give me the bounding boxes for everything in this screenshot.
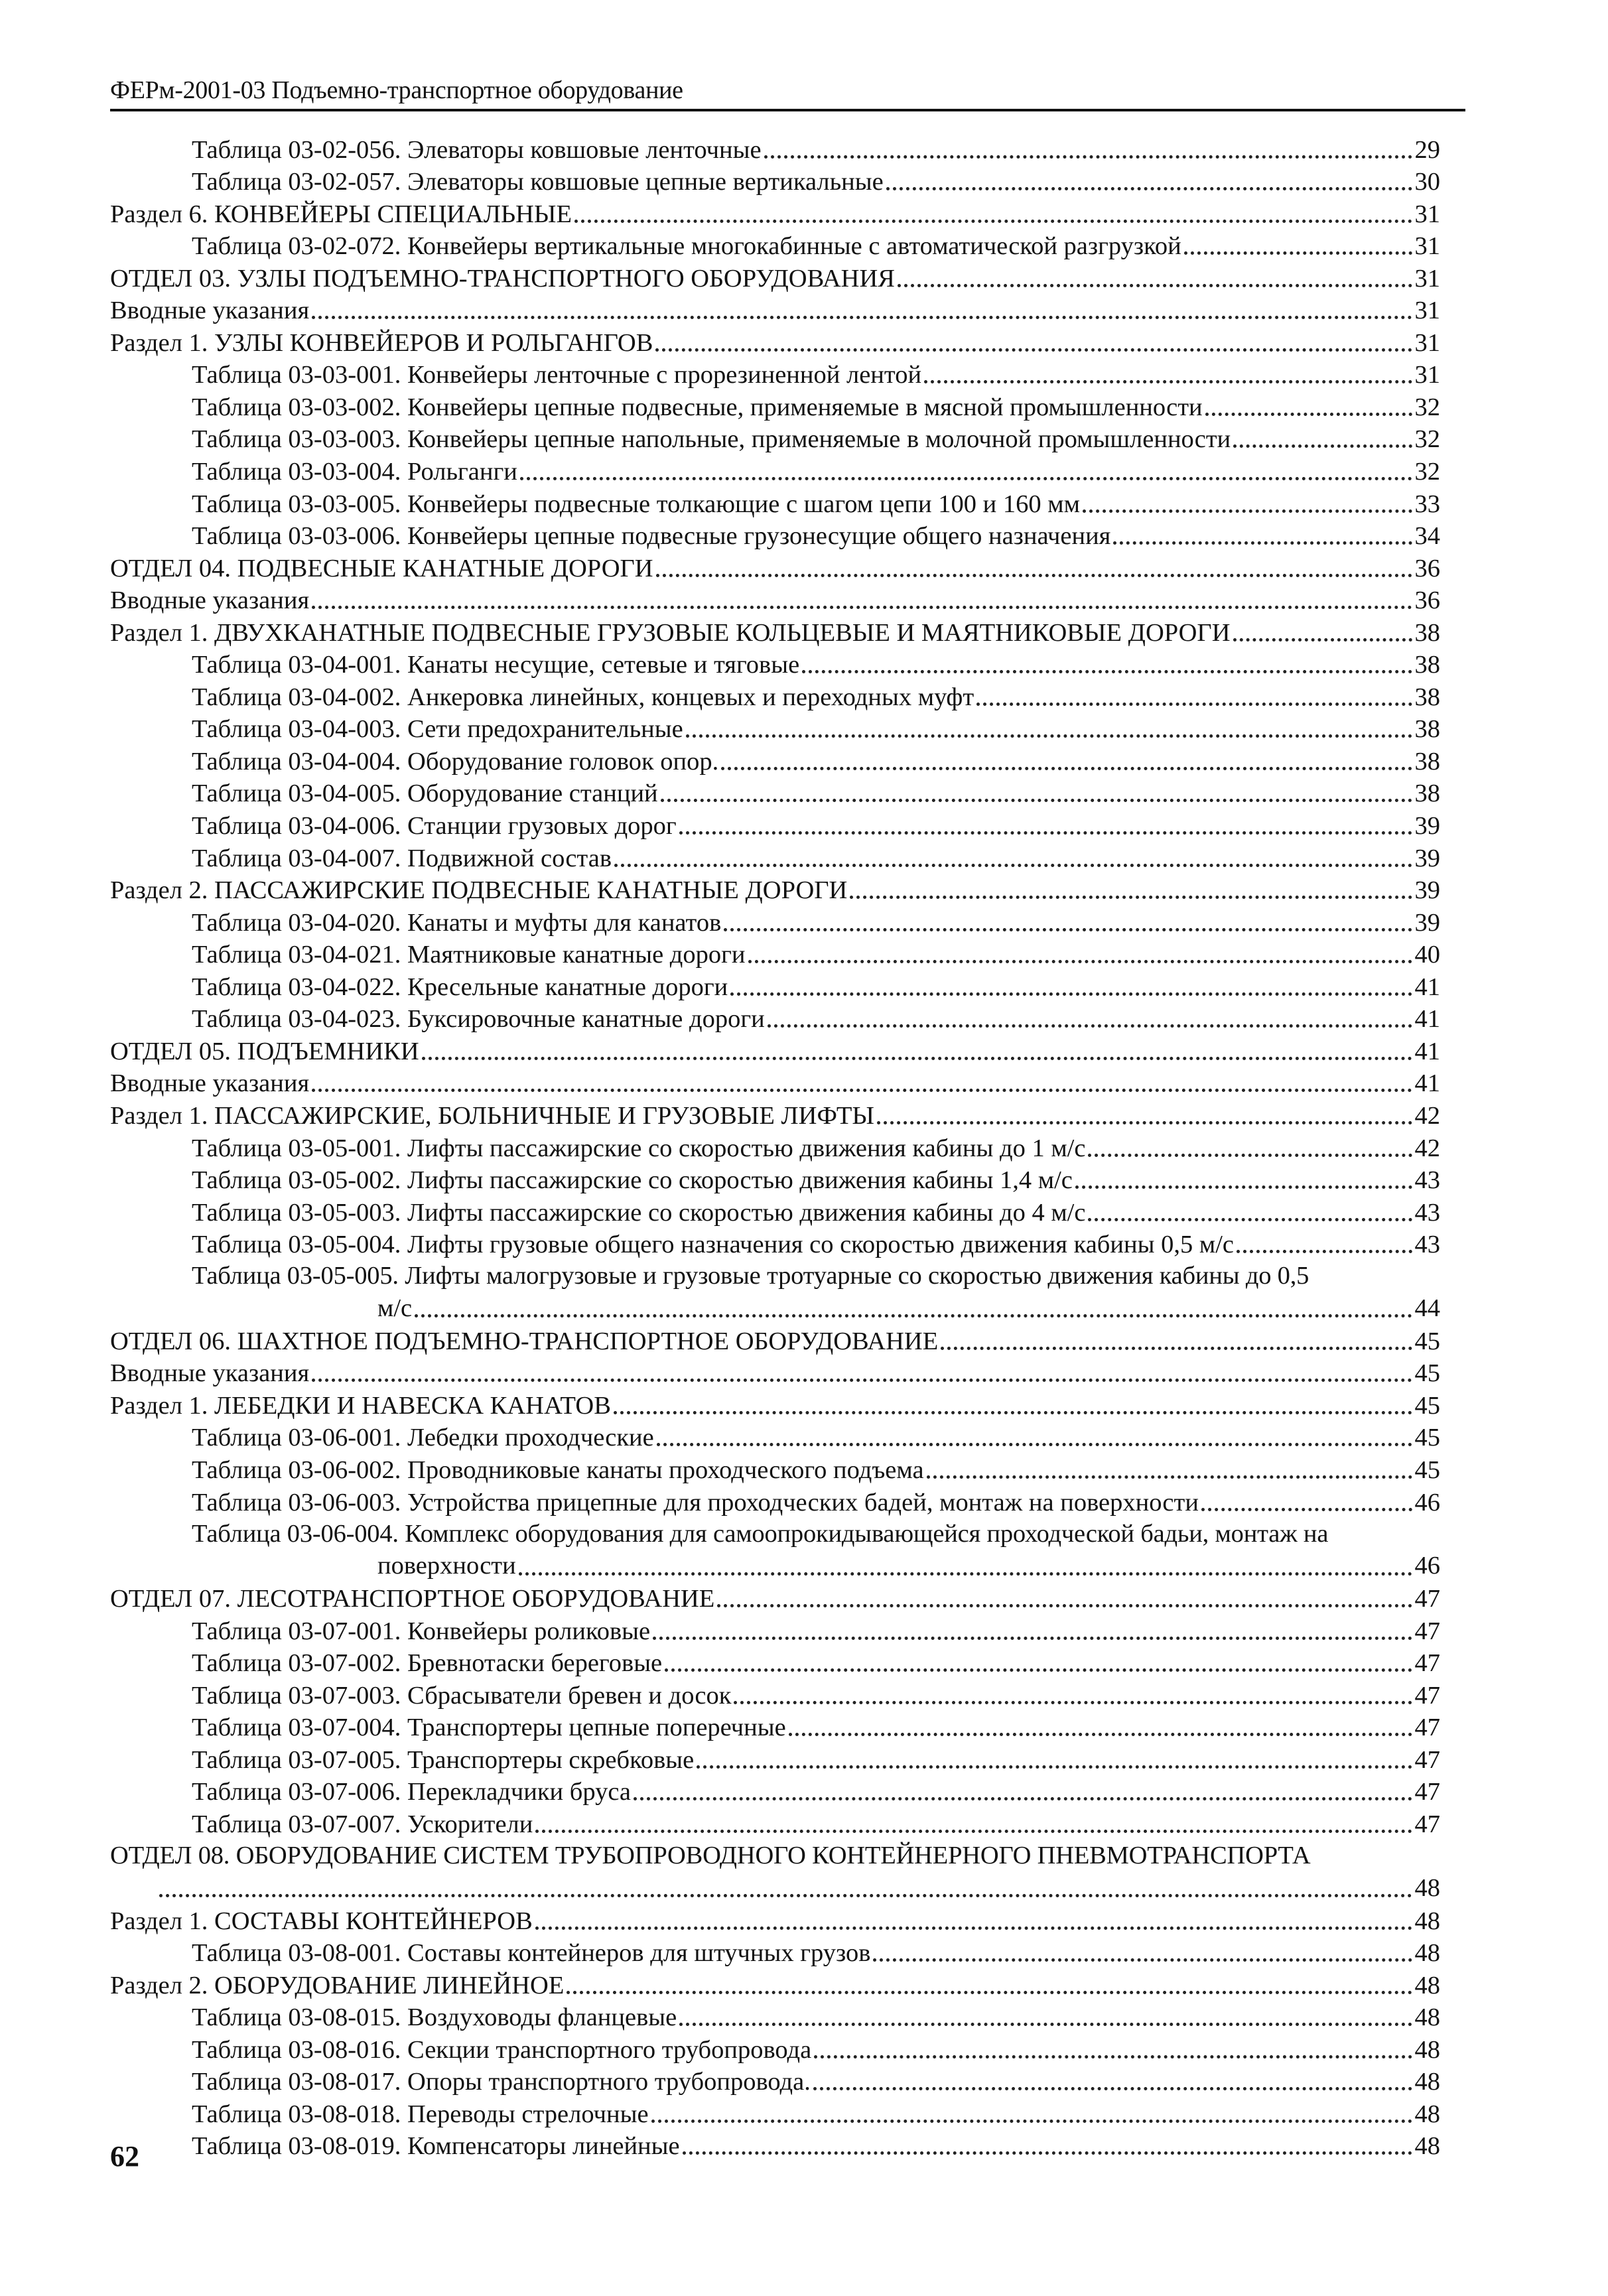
- toc-entry[interactable]: [110, 2033, 1440, 2065]
- toc-entry-page: 31: [1414, 297, 1440, 325]
- toc-entry-title: ОТДЕЛ 06. ШАХТНОЕ ПОДЪЕМНО-ТРАНСПОРТНОЕ ОБОРУДОВАНИЕ: [110, 1327, 939, 1355]
- page-number: 62: [110, 2140, 139, 2173]
- dot-leader: [1083, 502, 1412, 513]
- dot-leader: [312, 1081, 1412, 1092]
- toc-entry-page: 41: [1414, 1005, 1440, 1034]
- toc-entry-page: 39: [1414, 844, 1440, 872]
- toc-entry-page: 40: [1414, 941, 1440, 969]
- toc-entry[interactable]: [110, 1936, 1440, 1969]
- toc-entry[interactable]: [110, 970, 1440, 1002]
- toc-entry-page: 43: [1414, 1166, 1440, 1195]
- toc-entry-page: 31: [1414, 232, 1440, 261]
- toc-entry-title: Таблица 03-07-006. Перекладчики бруса: [192, 1778, 632, 1806]
- running-header: [110, 72, 1465, 111]
- toc-entry-title: Таблица 03-02-056. Элеваторы ковшовые ленточные: [192, 135, 762, 164]
- dot-leader: [535, 1822, 1412, 1833]
- dot-leader: [717, 1596, 1412, 1607]
- toc-entry-title: Таблица 03-06-002. Проводниковые канаты проходческого подъема: [192, 1455, 924, 1484]
- toc-entry-title: Раздел 2. ОБОРУДОВАНИЕ ЛИНЕЙНОЕ: [110, 1971, 565, 1999]
- dot-leader: [924, 372, 1412, 383]
- toc-entry-title: Таблица 03-06-001. Лебедки проходческие: [192, 1424, 654, 1452]
- table-of-contents: [110, 133, 1440, 2161]
- toc-entry-page: 45: [1414, 1391, 1440, 1420]
- toc-entry-title: Таблица 03-04-002. Анкеровка линейных, концевых и переходных муфт: [192, 683, 974, 711]
- toc-entry-page: 41: [1414, 973, 1440, 1001]
- toc-entry-page: 32: [1414, 393, 1440, 421]
- toc-entry-title: Таблица 03-05-001. Лифты пассажирские со скоростью движения кабины до 1 м/с: [192, 1134, 1086, 1162]
- dot-leader: [653, 1629, 1412, 1640]
- toc-entry-title: Таблица 03-04-001. Канаты несущие, сетевые и тяговые: [192, 651, 800, 679]
- toc-entry[interactable]: [110, 616, 1440, 648]
- toc-entry[interactable]: [110, 1647, 1440, 1679]
- dot-leader: [651, 2112, 1412, 2123]
- toc-entry-page: 31: [1414, 361, 1440, 389]
- dot-leader: [312, 308, 1412, 319]
- dot-leader: [768, 1016, 1412, 1028]
- toc-entry-title: Таблица 03-07-002. Бревнотаски береговые: [192, 1649, 663, 1678]
- dot-leader: [941, 1339, 1412, 1350]
- toc-entry-page: 48: [1414, 1939, 1440, 1968]
- dot-leader: [159, 1886, 1412, 1897]
- toc-entry-page: 48: [1414, 2035, 1440, 2064]
- toc-entry-title: Таблица 03-03-005. Конвейеры подвесные толкающие с шагом цепи 100 и 160 мм: [192, 490, 1080, 518]
- toc-entry-page: 46: [1414, 1552, 1440, 1580]
- toc-entry[interactable]: [110, 390, 1440, 423]
- toc-entry-title-continued: поверхности: [377, 1552, 516, 1580]
- toc-entry-title: Таблица 03-07-005. Транспортеры скребковые: [192, 1745, 695, 1774]
- dot-leader: [574, 212, 1412, 223]
- toc-entry[interactable]: [110, 261, 1440, 294]
- dot-leader: [802, 662, 1412, 673]
- dot-leader: [614, 856, 1412, 867]
- dot-leader: [813, 2079, 1412, 2090]
- toc-entry-page: 47: [1414, 1810, 1440, 1838]
- toc-entry-title: Таблица 03-05-005. Лифты малогрузовые и грузовые тротуарные со скоростью движения кабины до 0,5: [192, 1262, 1309, 1290]
- toc-entry-title: Таблица 03-05-002. Лифты пассажирские со скоростью движения кабины 1,4 м/с: [192, 1166, 1073, 1195]
- toc-entry-title: Раздел 1. ПАССАЖИРСКИЕ, БОЛЬНИЧНЫЕ И ГРУЗОВЫЕ ЛИФТЫ: [110, 1101, 875, 1130]
- toc-entry-page: 45: [1414, 1424, 1440, 1452]
- toc-entry-title: Раздел 1. СОСТАВЫ КОНТЕЙНЕРОВ: [110, 1907, 533, 1935]
- toc-entry[interactable]: [110, 1164, 1440, 1196]
- toc-entry-title: Вводные указания: [110, 1069, 310, 1098]
- dot-leader: [1088, 1210, 1412, 1221]
- toc-entry-title: Раздел 2. ПАССАЖИРСКИЕ ПОДВЕСНЫЕ КАНАТНЫЕ ДОРОГИ: [110, 876, 848, 905]
- toc-entry-page: 31: [1414, 200, 1440, 228]
- toc-entry[interactable]: [110, 326, 1440, 358]
- toc-entry-title: Таблица 03-08-018. Переводы стрелочные: [192, 2100, 649, 2128]
- toc-entry-title: Раздел 1. ЛЕБЕДКИ И НАВЕСКА КАНАТОВ: [110, 1391, 611, 1420]
- toc-entry-title: Таблица 03-07-007. Ускорители: [192, 1810, 533, 1838]
- toc-entry-title: Таблица 03-04-023. Буксировочные канатные дороги: [192, 1005, 765, 1034]
- header-title: ФЕРм-2001-03 Подъемно-транспортное оборудование: [110, 76, 683, 104]
- toc-entry-title: Вводные указания: [110, 297, 310, 325]
- dot-leader: [873, 1950, 1412, 1962]
- toc-entry[interactable]: [110, 1195, 1440, 1228]
- toc-entry-page: 47: [1414, 1778, 1440, 1806]
- toc-entry-title: Таблица 03-04-021. Маятниковые канатные дороги: [192, 941, 746, 969]
- dot-leader: [686, 726, 1412, 738]
- toc-entry[interactable]: [110, 1357, 1440, 1389]
- toc-entry-page: 43: [1414, 1198, 1440, 1227]
- toc-entry-page: 32: [1414, 425, 1440, 454]
- dot-leader: [1237, 1242, 1412, 1253]
- toc-entry-title: ОТДЕЛ 03. УЗЛЫ ПОДЪЕМНО-ТРАНСПОРТНОГО ОБОРУДОВАНИЯ: [110, 264, 895, 293]
- toc-entry[interactable]: [110, 1678, 1440, 1711]
- toc-entry-title: Таблица 03-03-001. Конвейеры ленточные с прорезиненной лентой: [192, 361, 922, 389]
- toc-entry-title: Раздел 1. ДВУХКАНАТНЫЕ ПОДВЕСНЫЕ ГРУЗОВЫЕ КОЛЬЦЕВЫЕ И МАЯТНИКОВЫЕ ДОРОГИ: [110, 618, 1231, 647]
- toc-entry[interactable]: [110, 519, 1440, 552]
- toc-entry-title: Таблица 03-05-003. Лифты пассажирские со скоростью движения кабины до 4 м/с: [192, 1198, 1086, 1227]
- toc-entry[interactable]: [110, 906, 1440, 938]
- toc-entry[interactable]: [110, 1131, 1440, 1164]
- dot-leader: [724, 920, 1412, 931]
- toc-entry-title-continued: м/с: [377, 1294, 413, 1322]
- toc-entry[interactable]: [110, 841, 1440, 874]
- toc-entry[interactable]: [110, 1260, 1440, 1324]
- toc-entry[interactable]: [110, 1582, 1440, 1615]
- toc-entry-page: 38: [1414, 618, 1440, 647]
- toc-entry-title: ОТДЕЛ 08. ОБОРУДОВАНИЕ СИСТЕМ ТРУБОПРОВОДНОГО КОНТЕЙНЕРНОГО ПНЕВМОТРАНСПОРТА: [110, 1841, 1311, 1869]
- dot-leader: [697, 1757, 1412, 1769]
- toc-entry-title: Таблица 03-04-003. Сети предохранительные: [192, 715, 683, 744]
- toc-entry-page: 47: [1414, 1585, 1440, 1613]
- toc-entry-page: 38: [1414, 747, 1440, 776]
- toc-entry-page: 31: [1414, 264, 1440, 293]
- toc-entry-page: 39: [1414, 876, 1440, 905]
- toc-entry-title: Раздел 1. УЗЛЫ КОНВЕЙЕРОВ И РОЛЬГАНГОВ: [110, 328, 653, 357]
- toc-entry-page: 41: [1414, 1069, 1440, 1098]
- toc-entry[interactable]: [110, 2097, 1440, 2129]
- toc-entry-title: ОТДЕЛ 04. ПОДВЕСНЫЕ КАНАТНЫЕ ДОРОГИ: [110, 554, 653, 582]
- dot-leader: [877, 1113, 1412, 1124]
- toc-entry[interactable]: [110, 1034, 1440, 1067]
- toc-entry-page: 29: [1414, 135, 1440, 164]
- toc-entry-page: 42: [1414, 1101, 1440, 1130]
- toc-entry-title: Таблица 03-04-020. Канаты и муфты для канатов: [192, 908, 722, 937]
- toc-entry[interactable]: [110, 165, 1440, 198]
- dot-leader: [764, 147, 1412, 159]
- dot-leader: [1233, 437, 1412, 448]
- toc-entry[interactable]: [110, 1775, 1440, 1808]
- dot-leader: [679, 2015, 1412, 2026]
- dot-leader: [721, 759, 1412, 770]
- toc-entry[interactable]: [110, 423, 1440, 455]
- toc-entry-title: Таблица 03-08-019. Компенсаторы линейные: [192, 2132, 680, 2161]
- toc-entry[interactable]: [110, 2065, 1440, 2098]
- dot-leader: [683, 2143, 1412, 2155]
- toc-entry-title: Таблица 03-04-004. Оборудование головок опор.: [192, 747, 719, 776]
- toc-entry-title: Таблица 03-05-004. Лифты грузовые общего назначения со скоростью движения кабины 0,5 м/с: [192, 1231, 1234, 1259]
- dot-leader: [535, 1919, 1412, 1930]
- toc-entry[interactable]: [110, 294, 1440, 326]
- toc-entry-page: 47: [1414, 1745, 1440, 1774]
- dot-leader: [1233, 630, 1412, 642]
- toc-entry-page: 47: [1414, 1681, 1440, 1710]
- toc-entry-page: 38: [1414, 651, 1440, 679]
- toc-entry[interactable]: [110, 938, 1440, 971]
- dot-leader: [734, 1693, 1412, 1704]
- toc-entry[interactable]: [110, 1324, 1440, 1357]
- toc-entry[interactable]: [110, 744, 1440, 777]
- toc-entry-title: Таблица 03-04-022. Кресельные канатные дороги: [192, 973, 728, 1001]
- dot-leader: [657, 1435, 1412, 1446]
- toc-entry-title: Таблица 03-03-003. Конвейеры цепные напольные, применяемые в молочной промышленности: [192, 425, 1231, 454]
- toc-entry-page: 45: [1414, 1455, 1440, 1484]
- dot-leader: [850, 888, 1412, 899]
- toc-entry[interactable]: [110, 197, 1440, 230]
- dot-leader: [661, 791, 1412, 802]
- dot-leader: [1088, 1146, 1412, 1157]
- toc-entry-page: 32: [1414, 458, 1440, 486]
- toc-entry-title: Таблица 03-08-001. Составы контейнеров для штучных грузов: [192, 1939, 871, 1968]
- dot-leader: [656, 566, 1412, 577]
- toc-entry-title: Вводные указания: [110, 586, 310, 615]
- toc-entry[interactable]: [110, 1518, 1440, 1582]
- toc-entry-title: Таблица 03-04-005. Оборудование станций: [192, 779, 658, 808]
- toc-entry[interactable]: [110, 487, 1440, 519]
- toc-entry-title: Таблица 03-07-004. Транспортеры цепные поперечные: [192, 1714, 786, 1742]
- toc-entry-page: 48: [1414, 2068, 1440, 2096]
- toc-entry-title: Таблица 03-06-004. Комплекс оборудования для самоопрокидывающейся проходческой бадьи, монтаж на: [192, 1519, 1329, 1548]
- dot-leader: [927, 1467, 1412, 1479]
- toc-entry[interactable]: [110, 358, 1440, 391]
- toc-entry[interactable]: [110, 1904, 1440, 1936]
- toc-entry[interactable]: [110, 1421, 1440, 1453]
- toc-entry[interactable]: [110, 1067, 1440, 1099]
- toc-entry-title: Таблица 03-03-002. Конвейеры цепные подвесные, применяемые в мясной промышленности: [192, 393, 1203, 421]
- toc-entry-title: Таблица 03-08-017. Опоры транспортного трубопровода.: [192, 2068, 811, 2096]
- toc-entry-title: Раздел 6. КОНВЕЙЕРЫ СПЕЦИАЛЬНЫЕ: [110, 200, 572, 228]
- toc-entry-title: Таблица 03-04-007. Подвижной состав: [192, 844, 612, 872]
- toc-entry-title: Таблица 03-02-057. Элеваторы ковшовые цепные вертикальные: [192, 168, 884, 196]
- dot-leader: [886, 179, 1412, 190]
- dot-leader: [814, 2047, 1412, 2059]
- dot-leader: [1184, 243, 1412, 255]
- dot-leader: [789, 1725, 1412, 1736]
- toc-entry-title: Вводные указания: [110, 1359, 310, 1388]
- toc-entry[interactable]: [110, 2001, 1440, 2033]
- toc-entry-title: Таблица 03-06-003. Устройства прицепные для проходческих бадей, монтаж на поверхности: [192, 1488, 1199, 1517]
- toc-entry-page: 38: [1414, 683, 1440, 711]
- toc-entry[interactable]: [110, 1743, 1440, 1775]
- dot-leader: [519, 1564, 1412, 1576]
- toc-entry[interactable]: [110, 1099, 1440, 1131]
- toc-entry-page: 38: [1414, 779, 1440, 808]
- toc-entry-page: 48: [1414, 1907, 1440, 1935]
- toc-entry[interactable]: [110, 1711, 1440, 1743]
- toc-entry-page: 48: [1414, 2003, 1440, 2032]
- toc-entry-page: 48: [1414, 1971, 1440, 1999]
- toc-entry-page: 36: [1414, 554, 1440, 582]
- dot-leader: [898, 276, 1412, 287]
- toc-entry[interactable]: [110, 1807, 1440, 1840]
- dot-leader: [655, 340, 1412, 352]
- toc-entry[interactable]: [110, 648, 1440, 681]
- toc-entry-page: 47: [1414, 1649, 1440, 1678]
- toc-entry[interactable]: [110, 809, 1440, 841]
- toc-entry[interactable]: [110, 1840, 1440, 1904]
- dot-leader: [1201, 1500, 1412, 1511]
- toc-entry-title: ОТДЕЛ 05. ПОДЪЕМНИКИ: [110, 1037, 419, 1065]
- toc-entry-title: Таблица 03-03-006. Конвейеры цепные подвесные грузонесущие общего назначения: [192, 522, 1111, 551]
- dot-leader: [312, 598, 1412, 609]
- toc-entry-page: 43: [1414, 1231, 1440, 1259]
- dot-leader: [679, 823, 1412, 835]
- toc-entry-page: 39: [1414, 908, 1440, 937]
- dot-leader: [748, 952, 1412, 963]
- dot-leader: [312, 1371, 1412, 1382]
- toc-entry[interactable]: [110, 777, 1440, 809]
- dot-leader: [422, 1049, 1412, 1060]
- toc-entry-page: 36: [1414, 586, 1440, 615]
- toc-entry[interactable]: [110, 551, 1440, 584]
- toc-entry-title: Таблица 03-08-016. Секции транспортного трубопровода: [192, 2035, 812, 2064]
- toc-entry-title: Таблица 03-04-006. Станции грузовых дорог: [192, 812, 677, 841]
- toc-entry-page: 48: [1414, 2100, 1440, 2128]
- toc-entry-page: 47: [1414, 1714, 1440, 1742]
- toc-entry-title: Таблица 03-07-001. Конвейеры роликовые: [192, 1617, 651, 1645]
- toc-entry-page: 41: [1414, 1037, 1440, 1065]
- toc-entry[interactable]: [110, 680, 1440, 712]
- toc-entry-page: 42: [1414, 1134, 1440, 1162]
- toc-entry-page: 39: [1414, 812, 1440, 841]
- toc-entry-page: 34: [1414, 522, 1440, 551]
- toc-entry-page: 45: [1414, 1359, 1440, 1388]
- toc-entry[interactable]: [110, 1453, 1440, 1485]
- toc-entry[interactable]: [110, 1228, 1440, 1260]
- toc-entry[interactable]: [110, 1485, 1440, 1518]
- toc-entry[interactable]: [110, 2129, 1440, 2162]
- dot-leader: [1205, 405, 1412, 416]
- toc-entry[interactable]: [110, 1614, 1440, 1647]
- dot-leader: [520, 469, 1412, 480]
- toc-entry[interactable]: [110, 1002, 1440, 1035]
- toc-entry-title: Таблица 03-03-004. Рольганги: [192, 458, 517, 486]
- dot-leader: [1075, 1178, 1412, 1189]
- toc-entry[interactable]: [110, 712, 1440, 745]
- toc-entry-page: 48: [1414, 1873, 1440, 1902]
- toc-entry-title: Таблица 03-08-015. Воздуховоды фланцевые: [192, 2003, 677, 2032]
- dot-leader: [634, 1789, 1412, 1800]
- dot-leader: [730, 984, 1412, 996]
- toc-entry[interactable]: [110, 1388, 1440, 1421]
- dot-leader: [1113, 533, 1412, 545]
- toc-entry-page: 46: [1414, 1488, 1440, 1517]
- toc-entry-page: 44: [1414, 1294, 1440, 1322]
- toc-entry-page: 38: [1414, 715, 1440, 744]
- toc-entry[interactable]: [110, 874, 1440, 906]
- toc-entry[interactable]: [110, 1968, 1440, 2001]
- toc-entry[interactable]: [110, 133, 1440, 165]
- toc-entry-page: 33: [1414, 490, 1440, 518]
- toc-entry-page: 47: [1414, 1617, 1440, 1645]
- toc-entry[interactable]: [110, 454, 1440, 487]
- toc-entry[interactable]: [110, 584, 1440, 616]
- toc-entry-page: 45: [1414, 1327, 1440, 1355]
- toc-entry-page: 30: [1414, 168, 1440, 196]
- toc-entry-title: Таблица 03-07-003. Сбрасыватели бревен и досок: [192, 1681, 732, 1710]
- dot-leader: [665, 1660, 1412, 1672]
- toc-entry-page: 31: [1414, 328, 1440, 357]
- toc-entry[interactable]: [110, 230, 1440, 262]
- dot-leader: [567, 1983, 1412, 1994]
- dot-leader: [415, 1306, 1412, 1317]
- dot-leader: [614, 1403, 1412, 1414]
- toc-entry-title: Таблица 03-02-072. Конвейеры вертикальные многокабинные с автоматической разгрузкой: [192, 232, 1181, 261]
- toc-entry-page: 48: [1414, 2132, 1440, 2161]
- dot-leader: [976, 695, 1412, 706]
- toc-entry-title: ОТДЕЛ 07. ЛЕСОТРАНСПОРТНОЕ ОБОРУДОВАНИЕ: [110, 1585, 715, 1613]
